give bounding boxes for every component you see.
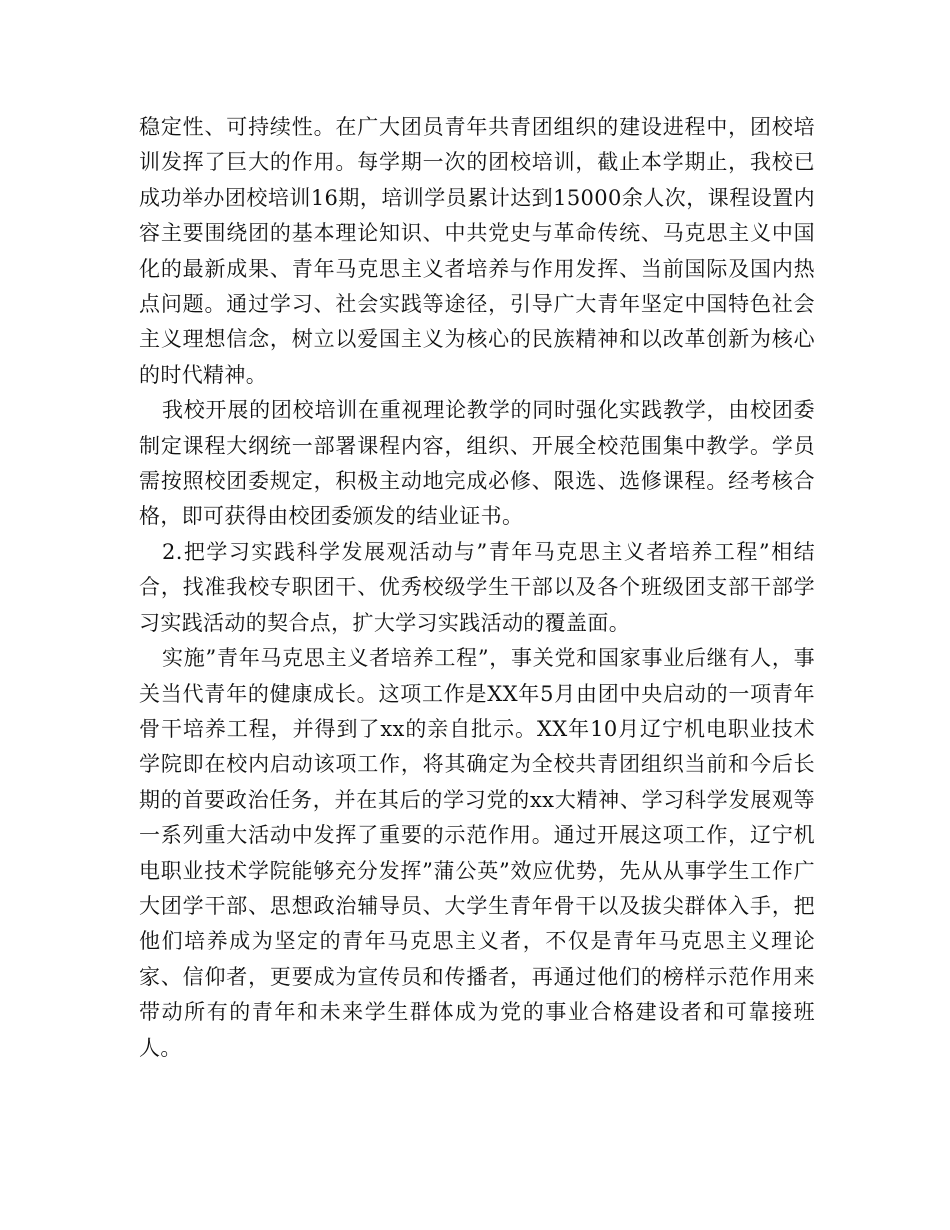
paragraph-implementation: 实施”青年马克思主义者培养工程”，事关党和国家事业后继有人，事关当代青年的健康成长。这项工作是XX年5月由团中央启动的一项青年骨干培养工程，并得到了xx的亲自批示。XX年10月辽宁机电职业技术学院即在校内启动该项工作，将其确定为全校共青团组织当前和今后长期的首要政治任务，并在其后的学习党的xx大精神、学习科学发展观等一系列重大活动中发挥了重要的示范作用。通过开展这项工作，辽宁机电职业技术学院能够充分发挥”蒲公英”效应优势，先从从事学生工作广大团学干部、思想政治辅导员、大学生青年骨干以及拔尖群体入手，把他们培养成为坚定的青年马克思主义者，不仅是青年马克思主义理论家、信仰者，更要成为宣传员和传播者，再通过他们的榜样示范作用来带动所有的青年和未来学生群体成为党的事业合格建设者和可靠接班人。	[139, 646, 815, 1060]
paragraph-item-2: 2.把学习实践科学发展观活动与”青年马克思主义者培养工程”相结合，找准我校专职团干、优秀校级学生干部以及各个班级团支部干部学习实践活动的契合点，扩大学习实践活动的覆盖面。	[139, 539, 815, 635]
paragraph-training-practice: 我校开展的团校培训在重视理论教学的同时强化实践教学，由校团委制定课程大纲统一部署课程内容，组织、开展全校范围集中教学。学员需按照校团委规定，积极主动地完成必修、限选、选修课程。经考核合格，即可获得由校团委颁发的结业证书。	[139, 398, 815, 529]
document-body	[139, 110, 815, 1066]
paragraph-continuation: 稳定性、可持续性。在广大团员青年共青团组织的建设进程中，团校培训发挥了巨大的作用。每学期一次的团校培训，截止本学期止，我校已成功举办团校培训16期，培训学员累计达到15000余人次，课程设置内容主要围绕团的基本理论知识、中共党史与革命传统、马克思主义中国化的最新成果、青年马克思主义者培养与作用发挥、当前国际及国内热点问题。通过学习、社会实践等途径，引导广大青年坚定中国特色社会主义理想信念，树立以爱国主义为核心的民族精神和以改革创新为核心的时代精神。	[139, 115, 815, 387]
